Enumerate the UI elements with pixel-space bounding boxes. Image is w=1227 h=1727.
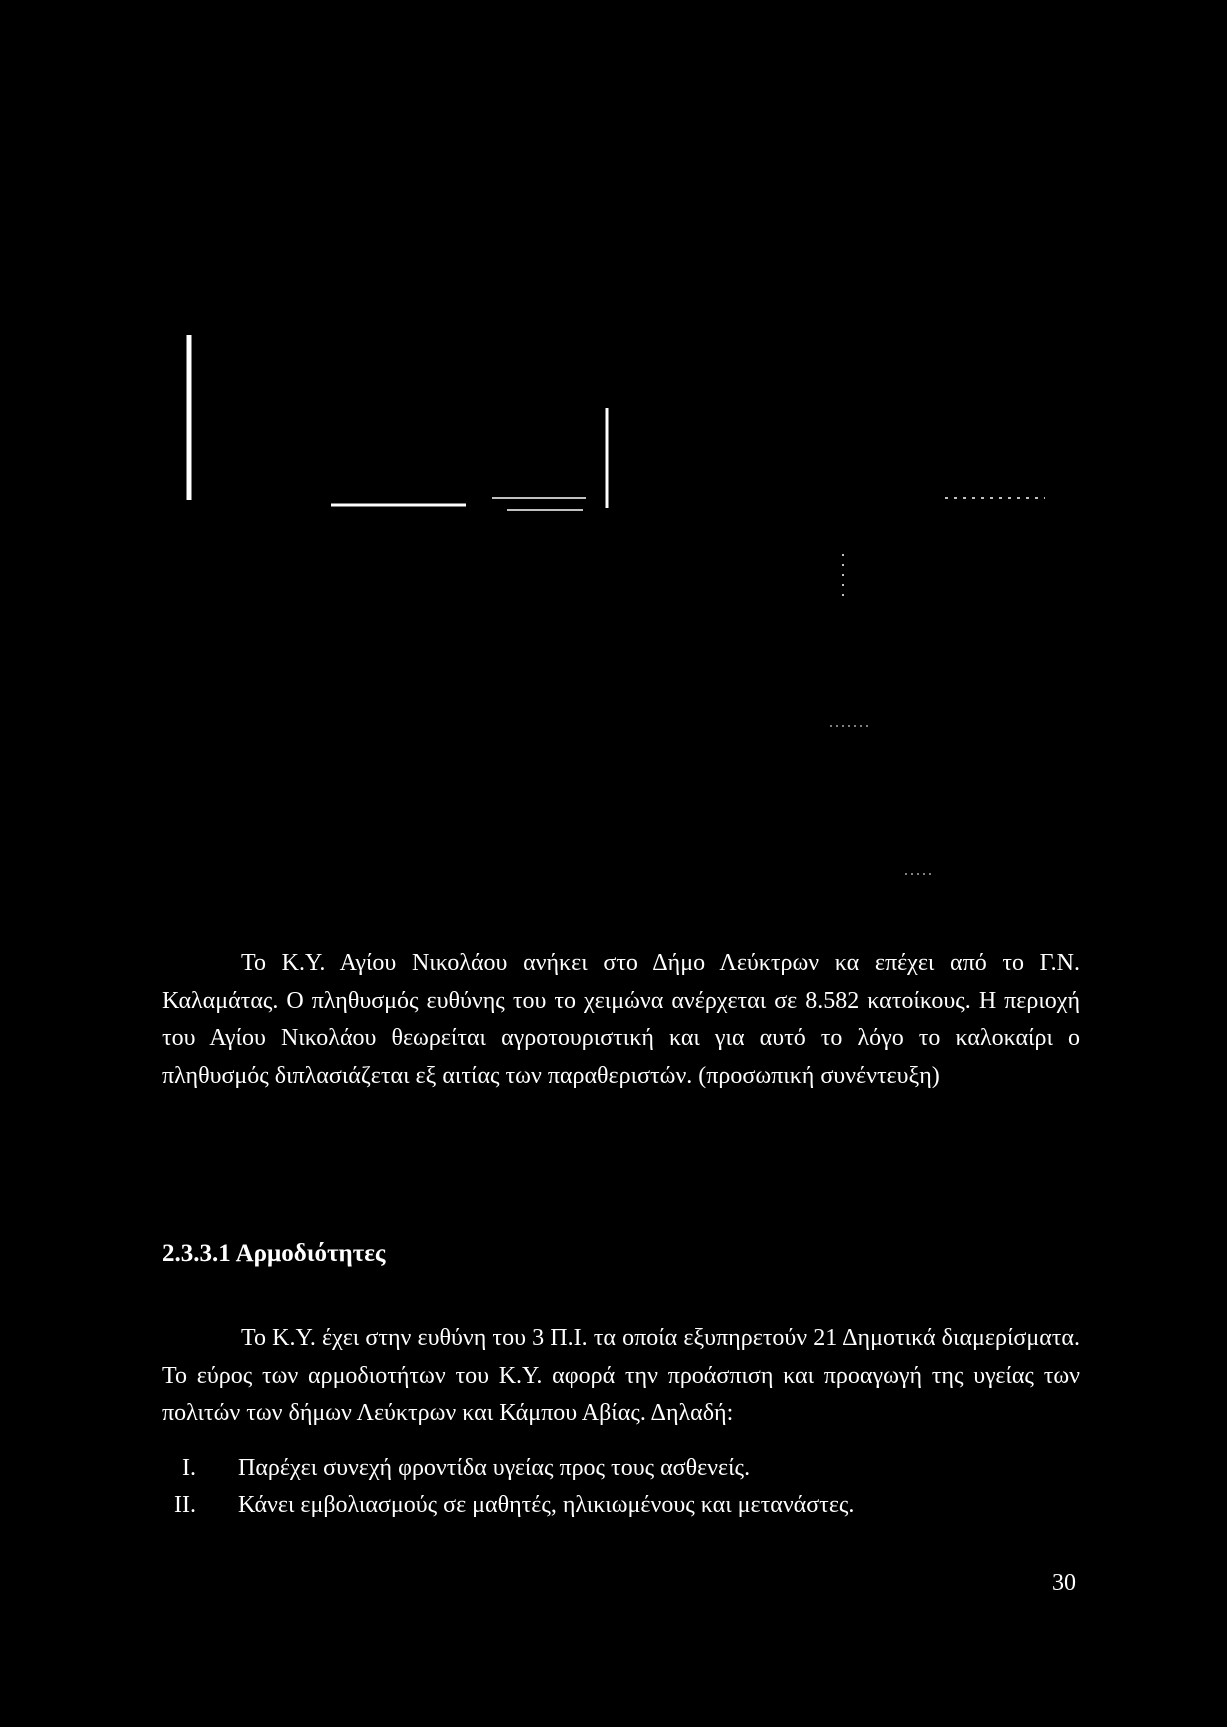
list-marker: II. [174, 1492, 196, 1518]
page-number: 30 [1052, 1570, 1076, 1596]
list-marker: I. [182, 1455, 196, 1481]
responsibilities-paragraph: Το Κ.Υ. έχει στην ευθύνη του 3 Π.Ι. τα οποία εξυπηρετούν 21 Δημοτικά διαμερίσματα. Το εύρος των αρμοδιοτήτων του Κ.Υ. αφορά την προάσπιση και προαγωγή της υγείας των πολιτών των δήμων Λεύκτρων και Κάμπου Αβίας. Δηλαδή: [162, 1325, 1080, 1426]
list-item-text: Κάνει εμβολιασμούς σε μαθητές, ηλικιωμένους και μετανάστες. [238, 1492, 855, 1518]
document-body [162, 945, 1080, 1518]
list-item [162, 1487, 1080, 1524]
section-heading: 2.3.3.1 Αρμοδιότητες [162, 1240, 386, 1267]
intro-paragraph: Το Κ.Υ. Αγίου Νικολάου ανήκει στο Δήμο Λεύκτρων κα επέχει από το Γ.Ν. Καλαμάτας. Ο πληθυσμός ευθύνης του το χειμώνα ανέρχεται σε 8.582 κατοίκους. Η περιοχή του Αγίου Νικολάου θεωρείται αγροτουριστική και για αυτό το λόγο το καλοκαίρι ο πληθυσμός διπλασιάζεται εξ αιτίας των παραθεριστών. (προσωπική συνέντευξη) [162, 950, 1080, 1089]
list-item-text: Παρέχει συνεχή φροντίδα υγείας προς τους ασθενείς. [238, 1455, 751, 1481]
responsibilities-list [162, 1450, 1080, 1524]
list-item [162, 1450, 1080, 1487]
